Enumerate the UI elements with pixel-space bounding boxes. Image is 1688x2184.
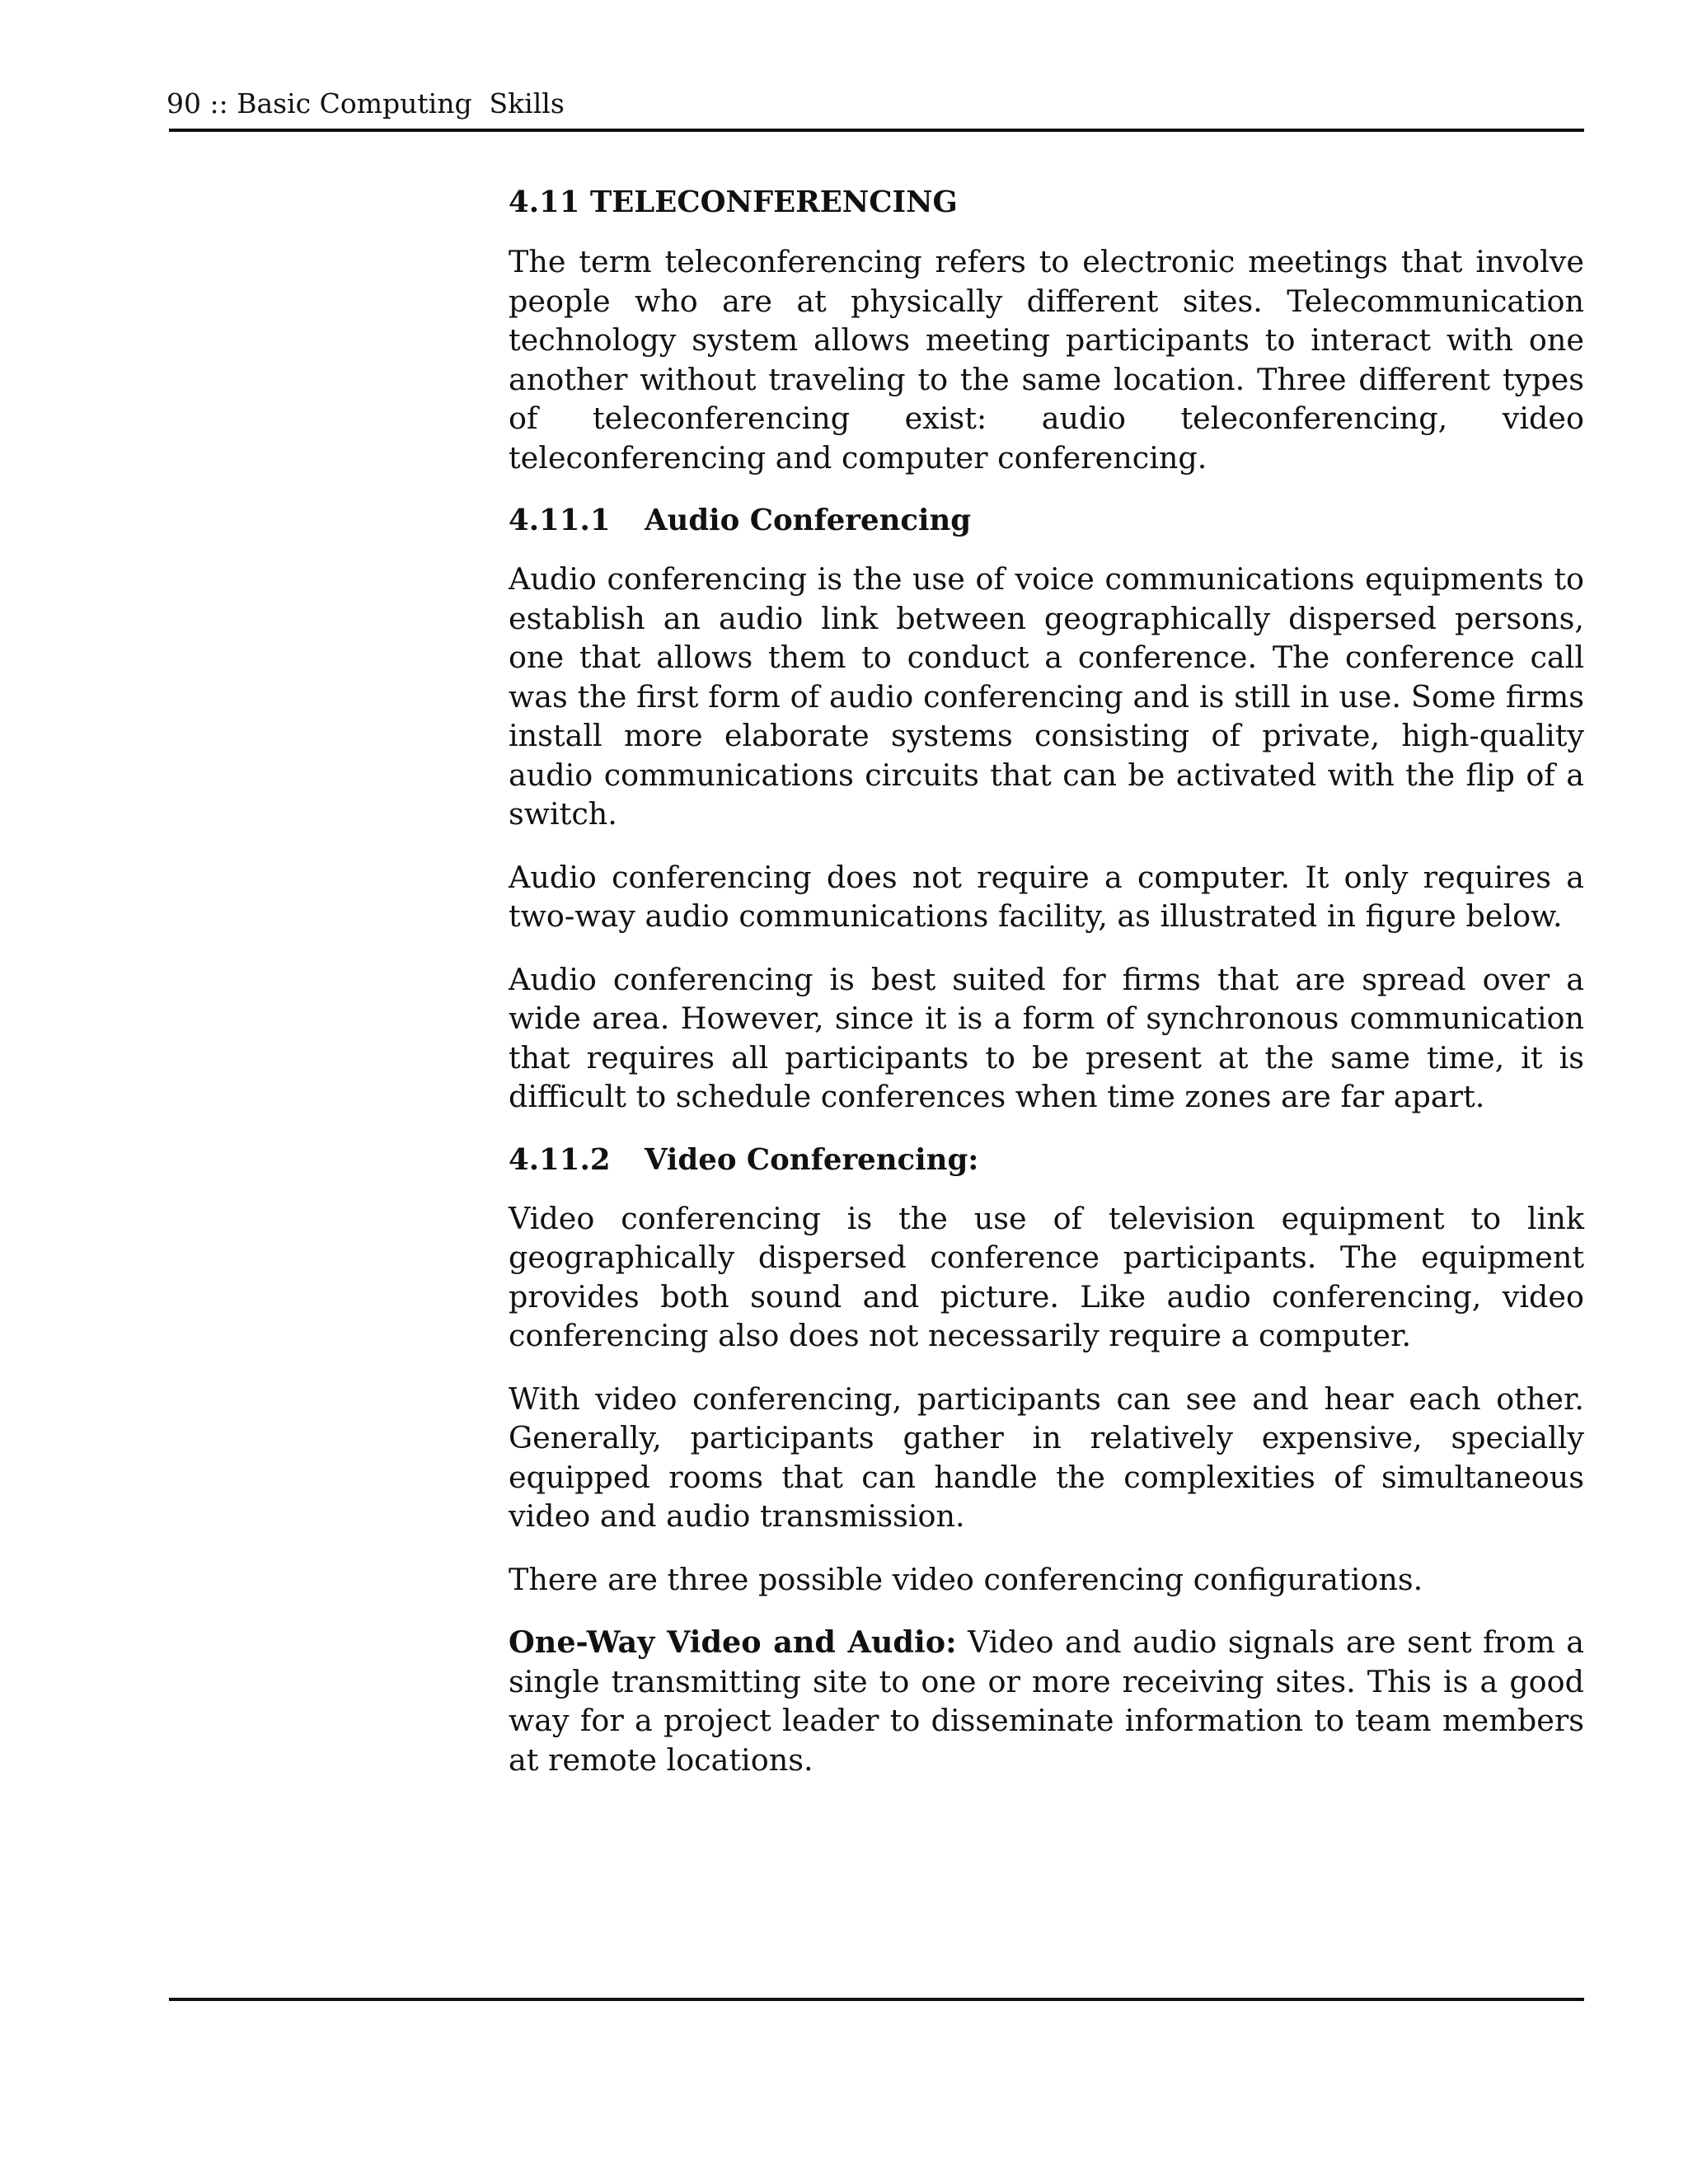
video-heading-title: Video Conferencing: <box>645 1142 979 1177</box>
header-rule <box>169 129 1584 132</box>
one-way-paragraph <box>509 1623 1584 1779</box>
audio-paragraph-2: Audio conferencing does not require a computer. It only requires a two-way audio communications facility, as illustrated in figure below. <box>509 859 1584 934</box>
section-title: 4.11 TELECONFERENCING <box>509 185 958 219</box>
video-heading-number: 4.11.2 <box>509 1142 611 1177</box>
audio-paragraph-1: Audio conferencing is the use of voice communications equipments to establish an audio link between geographically dispersed persons, one that allows them to conduct a conference. The conference call was the first form of audio conferencing and is still in use. Some firms install more elaborate systems consisting of private, high-quality audio communications circuits that can be activated with the flip of a switch. <box>509 561 1584 832</box>
footer-rule <box>169 1998 1584 2001</box>
audio-heading-number: 4.11.1 <box>509 504 611 537</box>
intro-paragraph: The term teleconferencing refers to electronic meetings that involve people who are at physically different sites. Telecommunication technology system allows meeting participants to interact with one another without traveling to the same location. Three different types of teleconferencing exist: audio teleconferencing, video teleconferencing and computer conferencing. <box>509 244 1584 476</box>
audio-paragraph-3: Audio conferencing is best suited for firms that are spread over a wide area. However, since it is a form of synchronous communication that requires all participants to be present at the same time, it is difficult to schedule conferences when time zones are far apart. <box>509 961 1584 1114</box>
video-paragraph-1: Video conferencing is the use of television equipment to link geographically dispersed conference participants. The equipment provides both sound and picture. Like audio conferencing, video conferencing also does not necessarily require a computer. <box>509 1200 1584 1353</box>
audio-heading-title: Audio Conferencing <box>645 504 972 537</box>
video-heading <box>509 1141 1584 1180</box>
one-way-text: Video and audio signals are sent from a single transmitting site to one or more receiving sites. This is a good way for a project leader to disseminate information to team members at remote locations. <box>509 1624 1584 1778</box>
page-body <box>509 183 1584 1803</box>
video-paragraph-3: There are three possible video conferencing configurations. <box>509 1561 1423 1597</box>
one-way-label: One-Way Video and Audio: <box>509 1624 957 1660</box>
audio-heading <box>509 501 1584 541</box>
running-head: 90 :: Basic Computing Skills <box>166 87 565 120</box>
video-paragraph-2: With video conferencing, participants can see and hear each other. Generally, participants gather in relatively expensive, specially equipped rooms that can handle the complexities of simultaneous video and audio transmission. <box>509 1380 1584 1534</box>
